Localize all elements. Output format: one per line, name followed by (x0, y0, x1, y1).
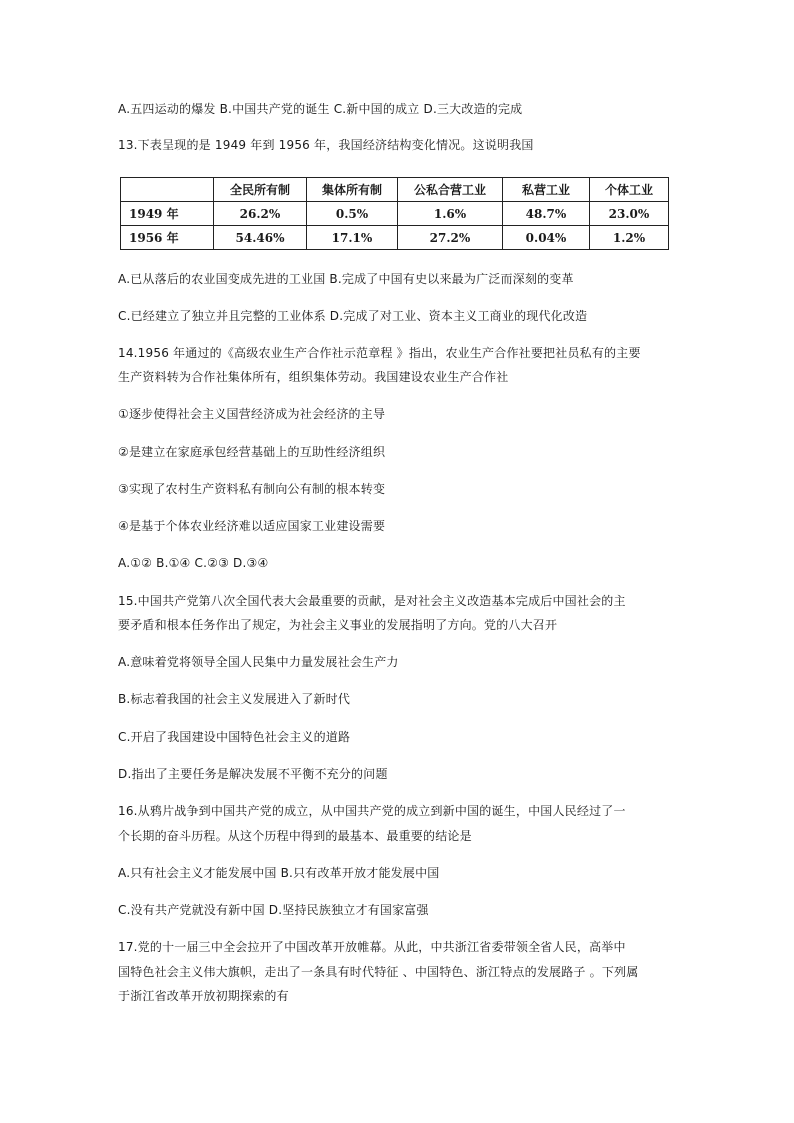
table-cell: 54.46% (214, 226, 307, 250)
q14-options: A.①② B.①④ C.②③ D.③④ (118, 556, 269, 570)
table-cell: 27.2% (398, 226, 503, 250)
table-header-cell: 私营工业 (503, 178, 590, 202)
table-cell: 0.04% (503, 226, 590, 250)
q16-option-cd: C.没有共产党就没有新中国 D.坚持民族独立才有国家富强 (118, 903, 429, 917)
q14-item4: ④是基于个体农业经济难以适应国家工业建设需要 (118, 519, 386, 533)
q17-stem-line3: 于浙江省改革开放初期探索的有 (118, 989, 289, 1003)
q13-option-ab: A.已从落后的农业国变成先进的工业国 B.完成了中国有史以来最为广泛而深刻的变革 (118, 272, 574, 286)
table-row (121, 226, 669, 250)
table-header-cell: 公私合营工业 (398, 178, 503, 202)
q15-option-c: C.开启了我国建设中国特色社会主义的道路 (118, 730, 351, 744)
table-cell: 1.2% (590, 226, 669, 250)
q16-option-ab: A.只有社会主义才能发展中国 B.只有改革开放才能发展中国 (118, 866, 440, 880)
table-cell: 48.7% (503, 202, 590, 226)
table-header-cell: 集体所有制 (307, 178, 398, 202)
q14-item3: ③实现了农村生产资料私有制向公有制的根本转变 (118, 482, 386, 496)
table-row-label: 1949 年 (121, 202, 214, 226)
q12-options: A.五四运动的爆发 B.中国共产党的诞生 C.新中国的成立 D.三大改造的完成 (118, 102, 523, 116)
q17-stem-line1: 17.党的十一届三中全会拉开了中国改革开放帷幕。从此，中共浙江省委带领全省人民，高举中 (118, 940, 626, 954)
table-header-cell: 个体工业 (590, 178, 669, 202)
q13-option-cd: C.已经建立了独立并且完整的工业体系 D.完成了对工业、资本主义工商业的现代化改造 (118, 309, 588, 323)
q14-stem-line1: 14.1956 年通过的《高级农业生产合作社示范章程 》指出，农业生产合作社要把社员私有的主要 (118, 346, 641, 360)
table-row (121, 202, 669, 226)
table-cell: 1.6% (398, 202, 503, 226)
q16-stem-line2: 个长期的奋斗历程。从这个历程中得到的最基本、最重要的结论是 (118, 829, 472, 843)
q14-stem-line2: 生产资料转为合作社集体所有，组织集体劳动。我国建设农业生产合作社 (118, 370, 509, 384)
q15-option-b: B.标志着我国的社会主义发展进入了新时代 (118, 692, 351, 706)
table-row-label: 1956 年 (121, 226, 214, 250)
q15-stem-line1: 15.中国共产党第八次全国代表大会最重要的贡献，是对社会主义改造基本完成后中国社会的主 (118, 594, 626, 608)
q17-stem-line2: 国特色社会主义伟大旗帜，走出了一条具有时代特征 、中国特色、浙江特点的发展路子 。下列属 (118, 965, 639, 979)
q13-stem: 13.下表呈现的是 1949 年到 1956 年，我国经济结构变化情况。这说明我国 (118, 138, 534, 152)
table-cell: 17.1% (307, 226, 398, 250)
table-cell: 26.2% (214, 202, 307, 226)
q14-item2: ②是建立在家庭承包经营基础上的互助性经济组织 (118, 445, 386, 459)
table-header-cell (121, 178, 214, 202)
table-header-cell: 全民所有制 (214, 178, 307, 202)
economic-structure-table (120, 177, 669, 250)
q16-stem-line1: 16.从鸦片战争到中国共产党的成立，从中国共产党的成立到新中国的诞生，中国人民经过了一 (118, 804, 626, 818)
table-cell: 23.0% (590, 202, 669, 226)
q15-stem-line2: 要矛盾和根本任务作出了规定，为社会主义事业的发展指明了方向。党的八大召开 (118, 618, 558, 632)
q15-option-d: D.指出了主要任务是解决发展不平衡不充分的问题 (118, 767, 388, 781)
table-header-row (121, 178, 669, 202)
q15-option-a: A.意味着党将领导全国人民集中力量发展社会生产力 (118, 655, 399, 669)
q14-item1: ①逐步使得社会主义国营经济成为社会经济的主导 (118, 407, 386, 421)
table-cell: 0.5% (307, 202, 398, 226)
